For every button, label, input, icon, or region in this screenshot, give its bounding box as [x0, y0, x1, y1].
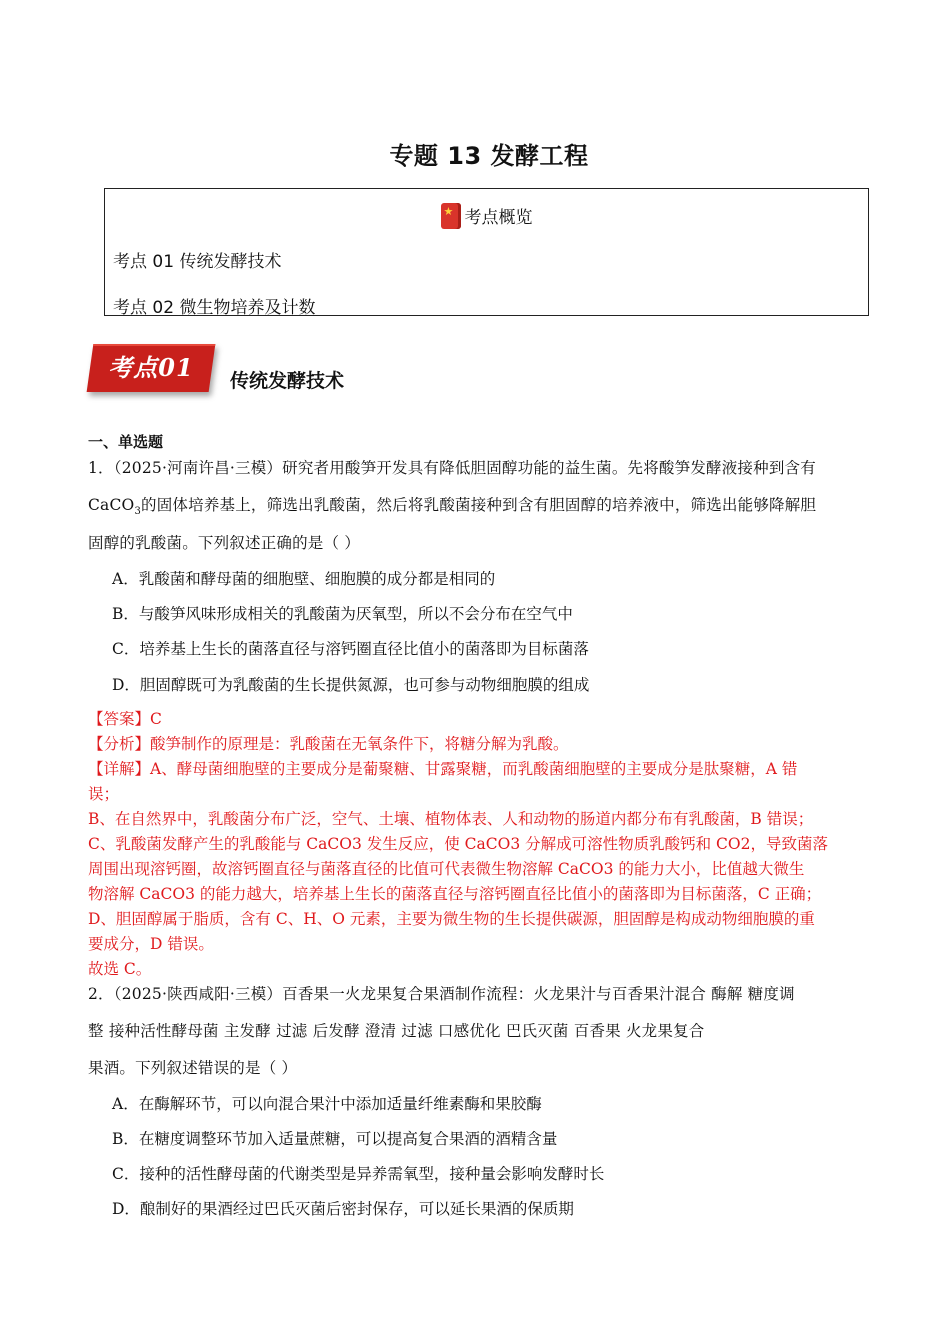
page-title: 专题 13 发酵工程 — [389, 142, 589, 170]
q1-detail-line6: 物溶解 CaCO3 的能力越大，培养基上生长的菌落直径与溶钙圈直径比值小的菌落即为目标菌落，C 正确； — [88, 885, 822, 903]
q2-option-c[interactable]: C．接种的活性酵母菌的代谢类型是异养需氧型，接种量会影响发酵时长 — [112, 1165, 605, 1183]
q1-detail-line8: 要成分，D 错误。 — [88, 935, 214, 953]
q1-analysis: 【分析】酸笋制作的原理是：乳酸菌在无氧条件下，将糖分解为乳酸。 — [88, 735, 569, 753]
overview-item-01[interactable]: 考点 01 传统发酵技术 — [113, 252, 282, 272]
subheading-single-choice: 一、单选题 — [88, 433, 164, 451]
section-title: 传统发酵技术 — [230, 370, 345, 392]
q2-stem-line1: 2．（2025·陕西咸阳·三模）百香果一火龙果复合果酒制作流程：火龙果汁与百香果汁混合 酶解 糖度调 — [88, 985, 795, 1003]
q1-option-a[interactable]: A．乳酸菌和酵母菌的细胞壁、细胞膜的成分都是相同的 — [112, 570, 496, 588]
q1-detail-line1: 【详解】A、酵母菌细胞壁的主要成分是葡聚糖、甘露聚糖，而乳酸菌细胞壁的主要成分是肽聚糖，A 错 — [88, 760, 798, 778]
q1-detail-line9: 故选 C。 — [88, 960, 152, 978]
q1-stem-line3: 固醇的乳酸菌。下列叙述正确的是（ ） — [88, 534, 361, 552]
q2-stem-line3: 果酒。下列叙述错误的是（ ） — [88, 1059, 298, 1077]
q1-answer: 【答案】C — [88, 710, 162, 728]
overview-heading-text: 考点概览 — [464, 208, 533, 228]
overview-box — [104, 188, 869, 316]
section-badge: 考点01 — [108, 353, 194, 382]
q2-option-d[interactable]: D．酿制好的果酒经过巴氏灭菌后密封保存，可以延长果酒的保质期 — [112, 1200, 574, 1218]
q1-detail-line5: 周围出现溶钙圈，故溶钙圈直径与菌落直径的比值可代表微生物溶解 CaCO3 的能力大小，比值越大微生 — [88, 860, 805, 878]
q1-detail-line2: 误； — [88, 785, 120, 803]
q2-option-a[interactable]: A．在酶解环节，可以向混合果汁中添加适量纤维素酶和果胶酶 — [112, 1095, 542, 1113]
q2-stem-line2: 整 接种活性酵母菌 主发酵 过滤 后发酵 澄清 过滤 口感优化 巴氏灭菌 百香果 火龙果复合 — [88, 1022, 705, 1040]
q1-detail-line3: B、在自然界中，乳酸菌分布广泛，空气、土壤、植物体表、人和动物的肠道内都分布有乳酸菌，B 错误； — [88, 810, 814, 828]
overview-item-02[interactable]: 考点 02 微生物培养及计数 — [113, 298, 316, 318]
q1-option-c[interactable]: C．培养基上生长的菌落直径与溶钙圈直径比值小的菌落即为目标菌落 — [112, 640, 589, 658]
q1-stem-line1: 1．（2025·河南许昌·三模）研究者用酸笋开发具有降低胆固醇功能的益生菌。先将酸笋发酵液接种到含有 — [88, 459, 816, 477]
overview-heading — [105, 203, 868, 229]
q1-detail-line7: D、胆固醇属于脂质，含有 C、H、O 元素，主要为微生物的生长提供碳源，胆固醇是构成动物细胞膜的重 — [88, 910, 815, 928]
q1-option-d[interactable]: D．胆固醇既可为乳酸菌的生长提供氮源，也可参与动物细胞膜的组成 — [112, 676, 590, 694]
q1-stem-line2: CaCO$_3$的固体培养基上，筛选出乳酸菌，然后将乳酸菌接种到含有胆固醇的培养液中，筛选出能够降解胆 — [88, 496, 817, 518]
q1-detail-line4: C、乳酸菌发酵产生的乳酸能与 CaCO3 发生反应，使 CaCO3 分解成可溶性物质乳酸钙和 CO2，导致菌落 — [88, 835, 828, 853]
q2-option-b[interactable]: B．在糖度调整环节加入适量蔗糖，可以提高复合果酒的酒精含量 — [112, 1130, 558, 1148]
q1-option-b[interactable]: B．与酸笋风味形成相关的乳酸菌为厌氧型，所以不会分布在空气中 — [112, 605, 573, 623]
red-book-icon — [441, 203, 461, 229]
